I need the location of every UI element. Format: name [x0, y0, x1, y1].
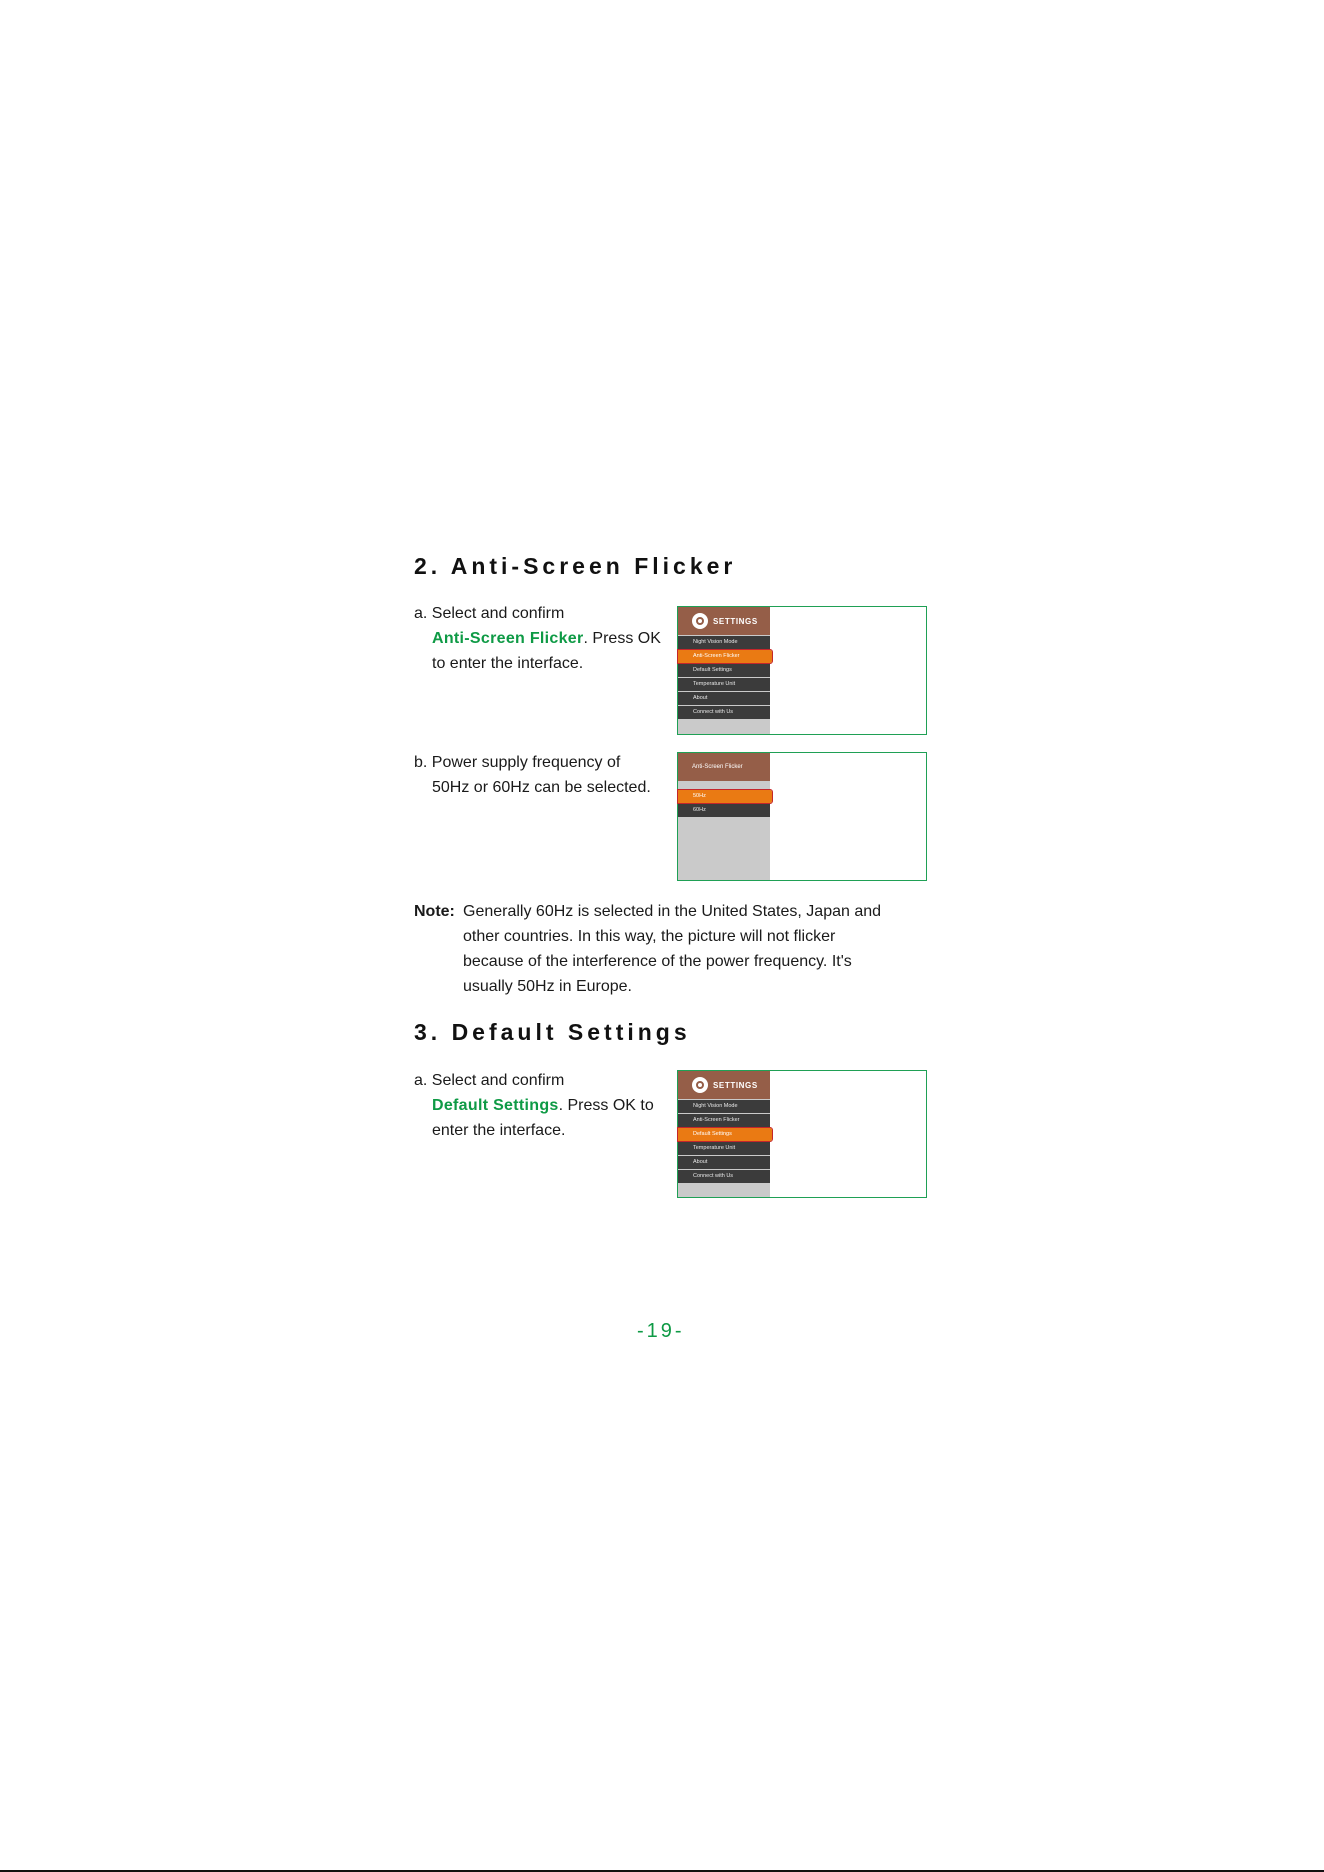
menu-item-about[interactable]: About [678, 692, 770, 705]
menu-item-temperature-unit[interactable]: Temperature Unit [678, 1142, 770, 1155]
step-a-line-3: to enter the interface. [432, 655, 584, 672]
flicker-screen-illustration [677, 752, 927, 881]
step-b-line-1: b. Power supply frequency of [414, 754, 621, 771]
section-3-heading: 3. Default Settings [414, 1019, 691, 1045]
section-2-heading: 2. Anti-Screen Flicker [414, 553, 737, 579]
settings-menu-title-2: SETTINGS [713, 1080, 758, 1090]
step-3a-line-2 [414, 1093, 684, 1118]
menu-item-connect-with-us[interactable]: Connect with Us [678, 706, 770, 719]
settings-menu-panel [678, 607, 770, 734]
flicker-menu-header [678, 753, 770, 781]
section-3-step-a [414, 1068, 684, 1143]
menu-item-default-settings[interactable]: Default Settings [678, 664, 770, 677]
step-a-line-1: a. Select and confirm [414, 605, 565, 622]
menu-item-anti-screen-flicker[interactable]: Anti-Screen Flicker [678, 650, 772, 663]
note-line-1: Generally 60Hz is selected in the United States, Japan and [463, 903, 882, 920]
section-2-step-a [414, 601, 684, 676]
step-a-line-2-rest: . Press OK [583, 630, 661, 647]
step-b-line-2: 50Hz or 60Hz can be selected. [432, 779, 651, 796]
settings-screen-illustration-2 [677, 1070, 927, 1198]
step-3a-line-2-rest: . Press OK to [558, 1097, 654, 1114]
note-line-3: because of the interference of the power frequency. It's [463, 953, 852, 970]
menu-item-connect-with-us[interactable]: Connect with Us [678, 1170, 770, 1183]
note-line-2: other countries. In this way, the picture will not flicker [463, 928, 836, 945]
settings-menu-title: SETTINGS [713, 616, 758, 626]
note-label: Note: [414, 903, 455, 920]
menu-item-night-vision-mode[interactable]: Night Vision Mode [678, 1100, 770, 1113]
settings-menu-header-2 [678, 1071, 770, 1099]
gear-icon [692, 613, 708, 629]
menu-item-temperature-unit[interactable]: Temperature Unit [678, 678, 770, 691]
step-a-line-2 [414, 626, 684, 651]
anti-screen-flicker-term: Anti-Screen Flicker [432, 630, 584, 647]
settings-screen-illustration-1 [677, 606, 927, 735]
flicker-menu-title: Anti-Screen Flicker [692, 764, 743, 770]
gear-icon [692, 1077, 708, 1093]
section-2-step-b [414, 750, 684, 800]
step-3a-line-1: a. Select and confirm [414, 1072, 565, 1089]
note-line-4: usually 50Hz in Europe. [463, 978, 632, 995]
menu-item-anti-screen-flicker[interactable]: Anti-Screen Flicker [678, 1114, 770, 1127]
note-block [414, 899, 934, 999]
menu-item-default-settings[interactable]: Default Settings [678, 1128, 772, 1141]
settings-menu-panel-2 [678, 1071, 770, 1197]
menu-item-night-vision-mode[interactable]: Night Vision Mode [678, 636, 770, 649]
step-3a-line-3: enter the interface. [432, 1122, 566, 1139]
settings-menu-header [678, 607, 770, 635]
flicker-menu-panel [678, 753, 770, 880]
menu-item-about[interactable]: About [678, 1156, 770, 1169]
page-number: -19- [637, 1320, 685, 1342]
default-settings-term: Default Settings [432, 1097, 559, 1114]
menu-item-50hz[interactable]: 50Hz [678, 790, 772, 803]
flicker-menu-spacer [678, 781, 770, 789]
menu-item-60hz[interactable]: 60Hz [678, 804, 770, 817]
